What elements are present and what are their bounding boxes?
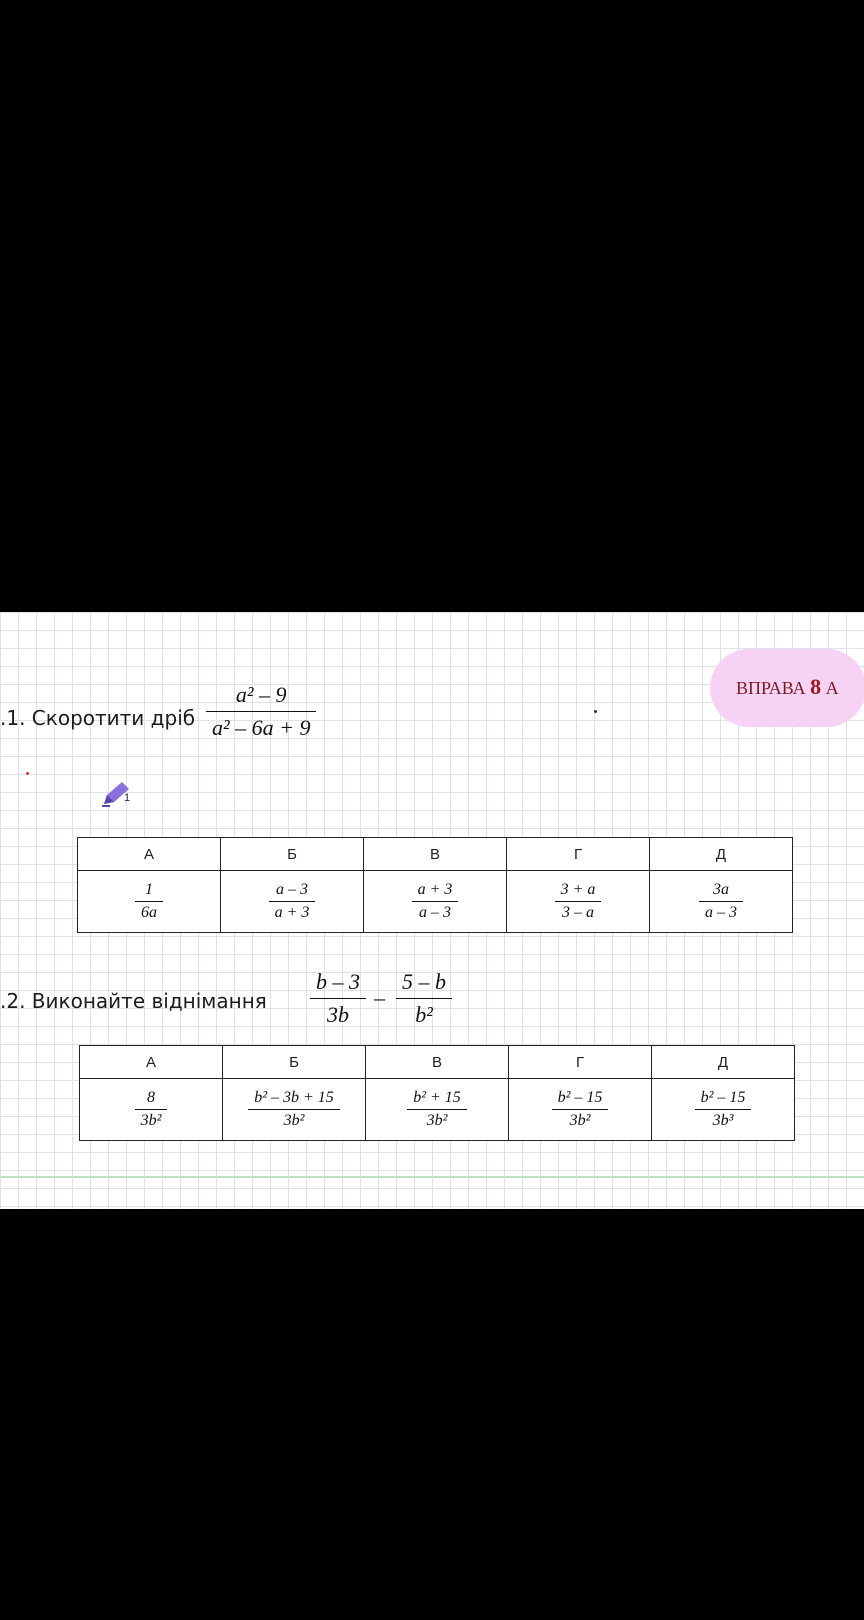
badge-prefix: ВПРАВА: [736, 678, 806, 698]
fraction-bar: [412, 901, 459, 902]
option-numerator: b² – 15: [700, 1088, 746, 1106]
task2-fraction-1-denominator: 3b: [327, 1002, 349, 1028]
option-header: Д: [650, 838, 793, 871]
answer-option-v[interactable]: [366, 1079, 509, 1141]
answer-option-b[interactable]: [221, 871, 364, 933]
task2-fraction-1: [310, 969, 366, 1028]
answer-option-d[interactable]: [650, 871, 793, 933]
task2-fraction-2: [396, 969, 452, 1028]
fraction-bar: [135, 1109, 168, 1110]
task2-answer-table: [79, 1045, 795, 1141]
table-header-row: [80, 1046, 795, 1079]
option-header: Д: [652, 1046, 795, 1079]
option-denominator: 3b²: [426, 1112, 448, 1130]
option-numerator: a – 3: [275, 880, 308, 898]
option-header: Б: [221, 838, 364, 871]
fraction-bar: [555, 901, 602, 902]
task1-fraction-denominator: a² – 6a + 9: [212, 715, 311, 741]
task1-answer-table: [77, 837, 793, 933]
minus-operator: –: [374, 985, 385, 1010]
option-denominator: 3b²: [569, 1112, 591, 1130]
fraction-bar: [699, 901, 743, 902]
task1-fraction: [206, 682, 316, 741]
option-numerator: b² + 15: [413, 1088, 461, 1106]
option-numerator: a + 3: [417, 880, 453, 898]
table-row: [80, 1079, 795, 1141]
task2-label: .2. Виконайте віднімання: [0, 989, 267, 1013]
fraction-bar: [248, 1109, 340, 1110]
option-header: В: [364, 838, 507, 871]
red-dot: [26, 772, 29, 775]
table-row: [78, 871, 793, 933]
fraction-bar: [407, 1109, 467, 1110]
exercise-badge-text: [736, 674, 839, 700]
fraction-bar: [135, 901, 163, 902]
fraction-bar: [206, 711, 316, 712]
option-denominator: a – 3: [705, 904, 737, 922]
badge-suffix: А: [825, 678, 839, 698]
task1-fraction-numerator: a² – 9: [235, 682, 287, 707]
answer-option-b[interactable]: [223, 1079, 366, 1141]
option-denominator: 3b²: [140, 1112, 162, 1130]
fraction-bar: [310, 998, 366, 999]
option-header: Б: [223, 1046, 366, 1079]
option-denominator: a + 3: [274, 904, 310, 922]
option-numerator: b² – 15: [557, 1088, 603, 1106]
worksheet: [0, 612, 864, 1209]
fraction-bar: [695, 1109, 752, 1110]
option-denominator: 3 – a: [561, 904, 594, 922]
task1-label: .1. Скоротити дріб: [0, 706, 196, 730]
fraction-bar: [269, 901, 316, 902]
option-header: В: [366, 1046, 509, 1079]
option-denominator: 3b²: [283, 1112, 305, 1130]
option-header: Г: [509, 1046, 652, 1079]
option-numerator: 8: [146, 1088, 155, 1106]
answer-option-a[interactable]: [80, 1079, 223, 1141]
option-numerator: 3a: [713, 880, 729, 898]
task2-fraction-2-denominator: b²: [415, 1002, 433, 1028]
table-header-row: [78, 838, 793, 871]
bottom-divider: [0, 1176, 864, 1178]
badge-number: 8: [810, 674, 822, 699]
task2-fraction-1-numerator: b – 3: [316, 969, 360, 994]
task2-fraction-2-numerator: 5 – b: [402, 969, 446, 994]
answer-option-g[interactable]: [509, 1079, 652, 1141]
option-denominator: a – 3: [418, 904, 451, 922]
fraction-bar: [552, 1109, 609, 1110]
answer-option-g[interactable]: [507, 871, 650, 933]
stray-dot: [594, 710, 597, 713]
answer-option-a[interactable]: [78, 871, 221, 933]
option-numerator: 3 + a: [560, 880, 596, 898]
option-numerator: b² – 3b + 15: [254, 1088, 334, 1106]
fraction-bar: [396, 998, 452, 999]
answer-option-v[interactable]: [364, 871, 507, 933]
option-denominator: 6a: [141, 904, 157, 922]
pencil-count: 1: [124, 792, 131, 804]
option-numerator: 1: [145, 880, 153, 898]
option-denominator: 3b³: [712, 1112, 734, 1130]
option-header: А: [78, 838, 221, 871]
option-header: А: [80, 1046, 223, 1079]
answer-option-d[interactable]: [652, 1079, 795, 1141]
option-header: Г: [507, 838, 650, 871]
